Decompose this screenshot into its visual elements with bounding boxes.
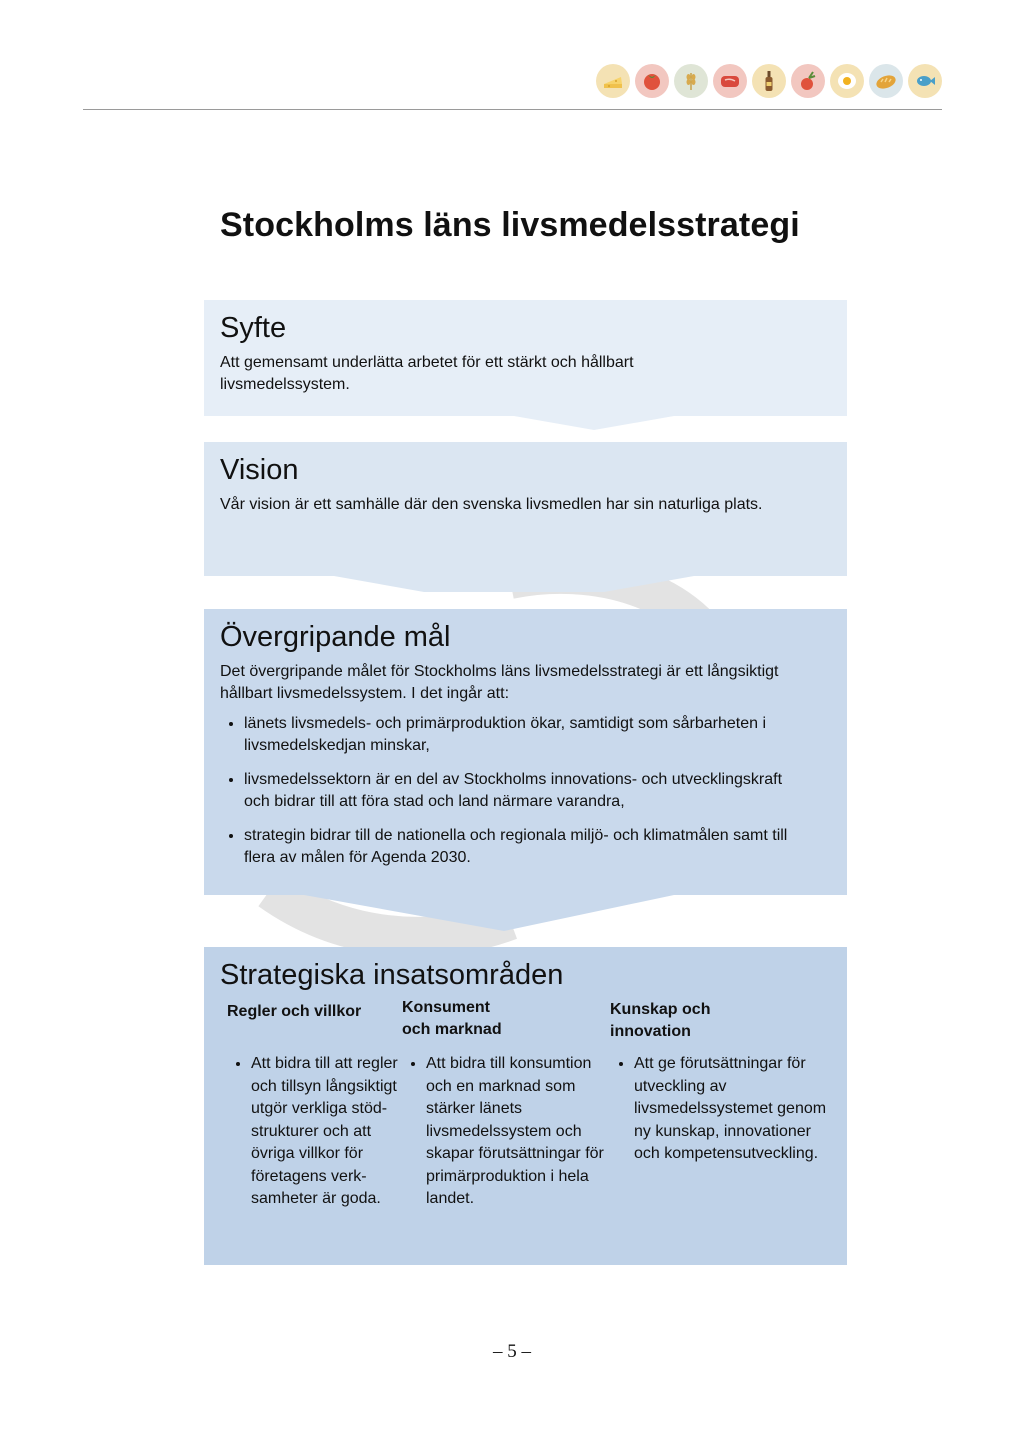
strategiska-columns bbox=[220, 997, 831, 1211]
column-title: Regler och villkor bbox=[227, 1003, 362, 1020]
vision-heading: Vision bbox=[220, 454, 299, 486]
header-divider bbox=[83, 109, 942, 110]
strategiska-heading: Strategiska insatsområden bbox=[220, 959, 564, 991]
syfte-chevron bbox=[204, 416, 847, 432]
strategiska-section bbox=[204, 947, 847, 1265]
beet-icon bbox=[791, 64, 825, 98]
cheese-icon bbox=[596, 64, 630, 98]
syfte-text: Att gemensamt underlätta arbetet för ett stärkt och hållbart livsmedelssystem. bbox=[220, 354, 634, 393]
wheat-icon bbox=[674, 64, 708, 98]
column-text: • Att bidra till konsumtion och en marknad som stärker länets livsmedelssystem och skapar förutsättningar för primärproduktion i hela landet. bbox=[426, 1053, 610, 1211]
column-title: Kunskap och innovation bbox=[610, 1001, 711, 1040]
meat-icon bbox=[713, 64, 747, 98]
column-konsument bbox=[402, 997, 610, 1211]
list-item: • strategin bidrar till de nationella och regionala miljö- och klimatmålen samt till flera av målen för Agenda 2030. bbox=[244, 825, 804, 869]
list-item: • livsmedelssektorn är en del av Stockholms innovations- och utvecklingskraft och bidrar till att föra stad och land närmare varandra, bbox=[244, 769, 804, 813]
column-regler bbox=[220, 997, 402, 1211]
page-title: Stockholms läns livsmedelsstrategi bbox=[220, 206, 800, 244]
fish-icon bbox=[908, 64, 942, 98]
syfte-section bbox=[204, 300, 847, 416]
overgripande-section bbox=[204, 609, 847, 895]
bread-icon bbox=[869, 64, 903, 98]
header-icon-row bbox=[596, 64, 942, 98]
overgripande-heading: Övergripande mål bbox=[220, 621, 451, 653]
vision-section bbox=[204, 442, 847, 576]
tomato-icon bbox=[635, 64, 669, 98]
overgripande-bullet-list bbox=[220, 713, 804, 869]
column-text: • Att bidra till att regler och tillsyn långsiktigt utgör verkliga stödstrukturer och att övriga villkor för företagens verksamheter är goda. bbox=[251, 1053, 402, 1211]
overgripande-chevron bbox=[204, 895, 847, 933]
page-number: – 5 – bbox=[493, 1341, 531, 1362]
column-title: Konsument och marknad bbox=[402, 999, 502, 1038]
syfte-heading: Syfte bbox=[220, 312, 287, 344]
vision-chevron bbox=[204, 576, 847, 594]
vision-text: Vår vision är ett samhälle där den svenska livsmedlen har sin naturliga plats. bbox=[220, 496, 763, 513]
egg-icon bbox=[830, 64, 864, 98]
bottle-icon bbox=[752, 64, 786, 98]
column-kunskap bbox=[610, 997, 830, 1211]
overgripande-intro: Det övergripande målet för Stockholms läns livsmedelsstrategi är ett långsiktigt hållbart livsmedelssystem. I det ingår att: bbox=[220, 663, 779, 702]
list-item: • länets livsmedels- och primärproduktion ökar, samtidigt som sårbarheten i livsmedelskedjan minskar, bbox=[244, 713, 804, 757]
column-text: • Att ge förutsättningar för utveckling av livsmedelssystemet genom ny kunskap, innovationer och kompetensutveckling. bbox=[634, 1053, 830, 1166]
